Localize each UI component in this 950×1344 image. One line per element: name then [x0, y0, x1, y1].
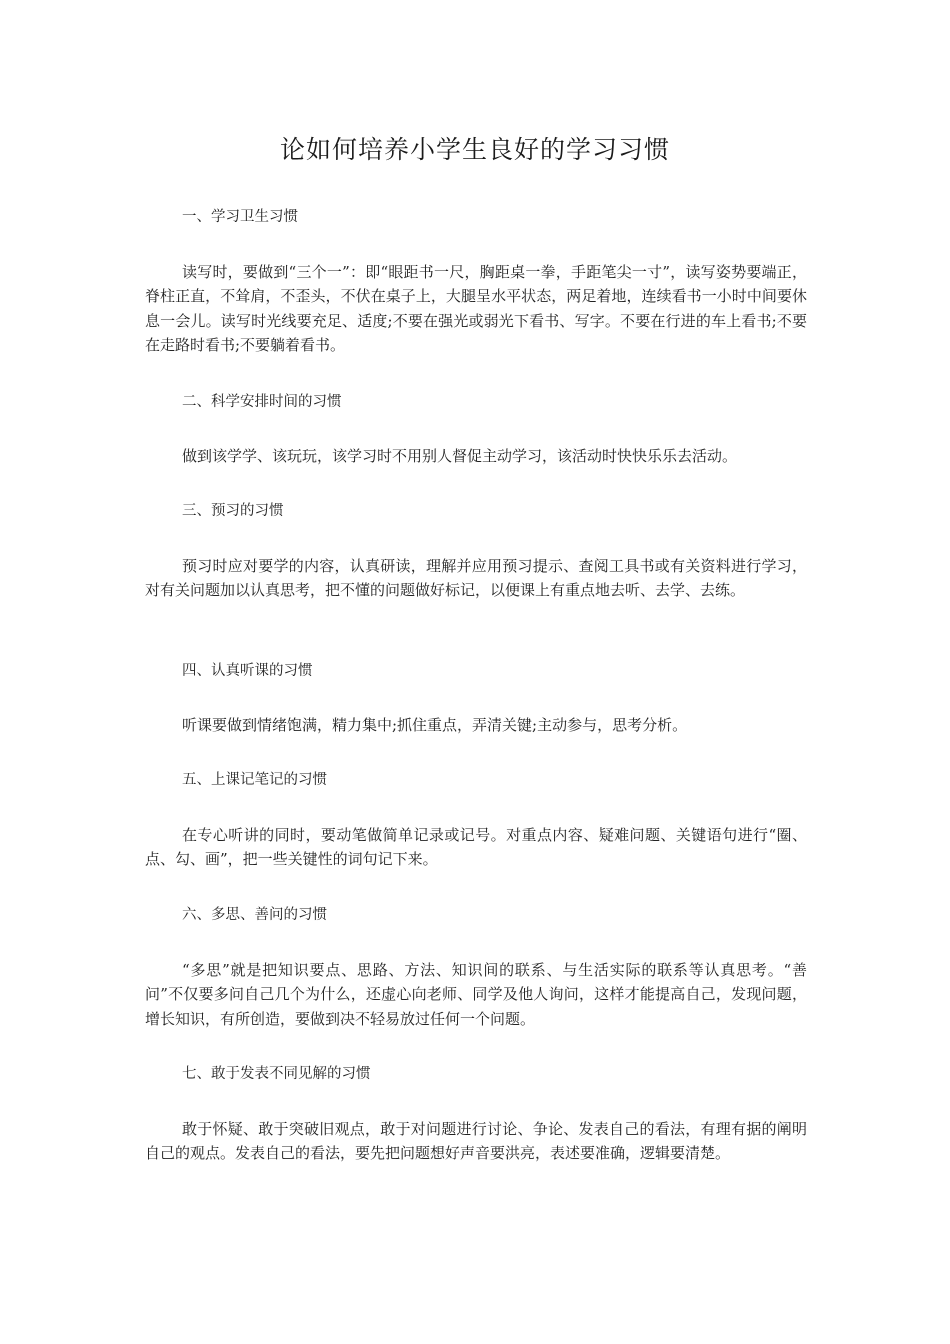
section-body-7: 敢于怀疑、敢于突破旧观点，敢于对问题进行讨论、争论、发表自己的看法，有理有据的阐明自己的观点。发表自己的看法，要先把问题想好声音要洪亮，表述要准确，逻辑要清楚。	[145, 1120, 807, 1163]
section-heading-6: 六、多思、善问的习惯	[182, 907, 327, 923]
document-title: 论如何培养小学生良好的学习习惯	[279, 135, 670, 164]
section-body-3: 预习时应对要学的内容，认真研读，理解并应用预习提示、查阅工具书或有关资料进行学习，对有关问题加以认真思考，把不懂的问题做好标记，以便课上有重点地去听、去学、去练。	[145, 557, 807, 600]
section-body-1: 读写时，要做到“三个一”：即“眼距书一尺，胸距桌一拳，手距笔尖一寸”，读写姿势要端正，脊柱正直，不耸肩，不歪头，不伏在桌子上，大腿呈水平状态，两足着地，连续看书一小时中间要休息一会儿。读写时光线要充足、适度;不要在强光或弱光下看书、写字。不要在行进的车上看书;不要在走路时看书;不要躺着看书。	[145, 263, 807, 355]
section-body-6: “多思”就是把知识要点、思路、方法、知识间的联系、与生活实际的联系等认真思考。“善问”不仅要多问自己几个为什么，还虚心向老师、同学及他人询问，这样才能提高自己，发现问题，增长知识，有所创造，要做到决不轻易放过任何一个问题。	[145, 961, 807, 1028]
section-body-2: 做到该学学、该玩玩，该学习时不用别人督促主动学习，该活动时快快乐乐去活动。	[182, 447, 738, 465]
section-heading-2: 二、科学安排时间的习惯	[182, 394, 342, 410]
section-heading-4: 四、认真听课的习惯	[182, 663, 313, 679]
section-heading-1: 一、学习卫生习惯	[182, 209, 298, 225]
section-body-5: 在专心听讲的同时，要动笔做简单记录或记号。对重点内容、疑难问题、关键语句进行“圈、点、勾、画”，把一些关键性的词句记下来。	[145, 826, 807, 869]
section-heading-3: 三、预习的习惯	[182, 503, 284, 519]
section-body-4: 听课要做到情绪饱满，精力集中;抓住重点，弄清关键;主动参与，思考分析。	[182, 716, 688, 734]
section-heading-5: 五、上课记笔记的习惯	[182, 772, 327, 788]
section-heading-7: 七、敢于发表不同见解的习惯	[182, 1066, 371, 1082]
